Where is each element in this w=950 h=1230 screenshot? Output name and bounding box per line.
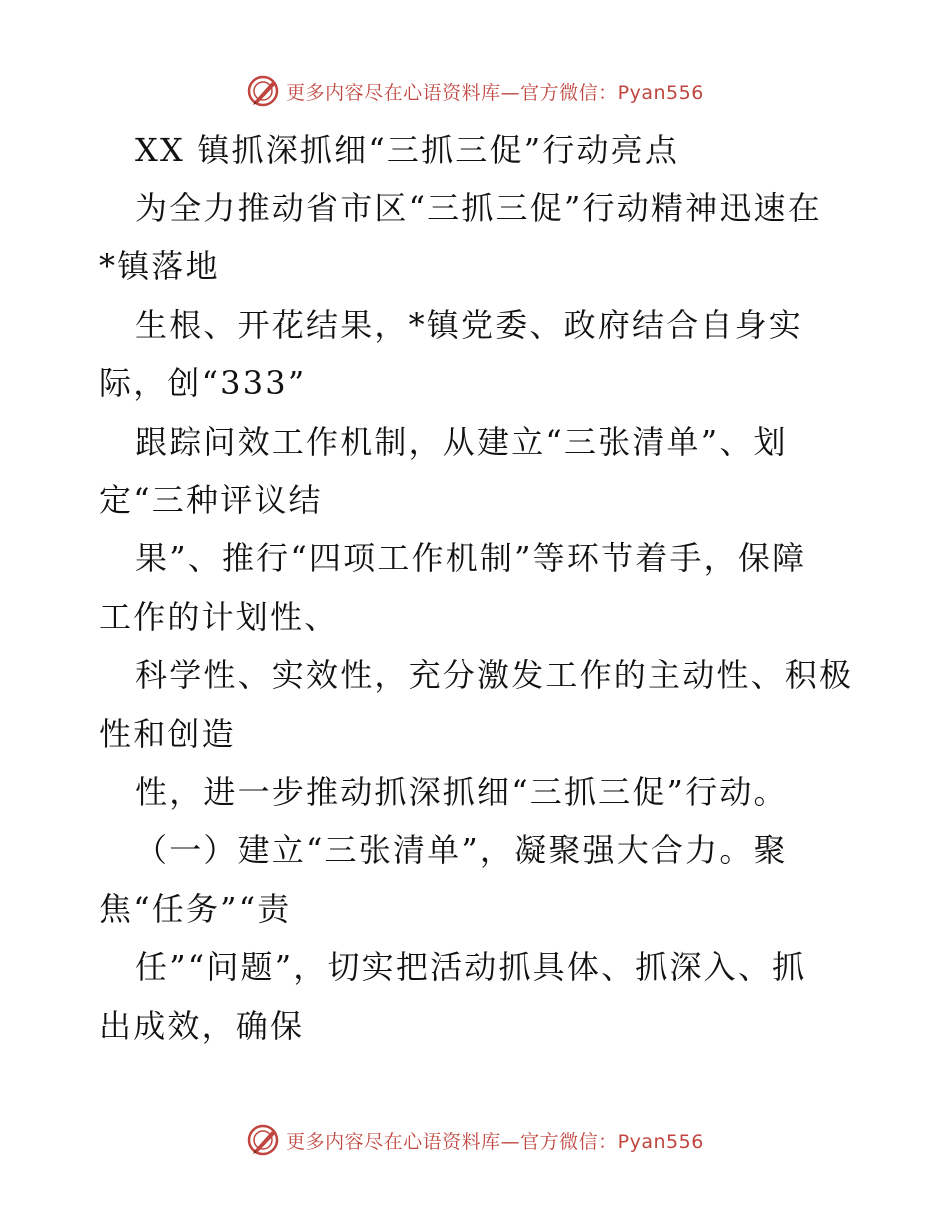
paragraph-line: 性，进一步推动抓深抓细“三抓三促”行动。: [135, 773, 788, 811]
paragraph-line: 定“三种评议结: [99, 481, 323, 519]
paragraph-line: *镇落地: [99, 247, 220, 285]
paragraph-line: 生根、开花结果，*镇党委、政府结合自身实: [135, 306, 804, 344]
paragraph-line: 际，创“333”: [99, 364, 307, 402]
footer-watermark: [0, 1120, 950, 1160]
paragraph-line: 性和创造: [99, 715, 236, 753]
paragraph-line: 跟踪问效工作机制，从建立“三张清单”、划: [135, 423, 788, 461]
paragraph-line: 焦“任务”“责: [99, 890, 292, 928]
paragraph-line: 出成效，确保: [99, 1007, 305, 1045]
pen-seal-icon: [246, 1123, 280, 1157]
pen-seal-icon: [246, 74, 280, 108]
paragraph-line: 工作的计划性、: [99, 598, 339, 636]
paragraph-line: 果”、推行“四项工作机制”等环节着手，保障: [135, 539, 807, 577]
header-watermark: [0, 71, 950, 111]
paragraph-line: 任”“问题”，切实把活动抓具体、抓深入、抓: [135, 948, 807, 986]
paragraph-line: 为全力推动省市区“三抓三促”行动精神迅速在: [135, 189, 822, 227]
watermark-text: 更多内容尽在心语资料库—官方微信：Pyan556: [286, 1130, 704, 1153]
document-title: XX 镇抓深抓细“三抓三促”行动亮点: [135, 131, 680, 169]
watermark-text: 更多内容尽在心语资料库—官方微信：Pyan556: [286, 81, 704, 104]
section-heading-line: （一）建立“三张清单”，凝聚强大合力。聚: [135, 831, 788, 869]
paragraph-line: 科学性、实效性，充分激发工作的主动性、积极: [135, 656, 854, 694]
